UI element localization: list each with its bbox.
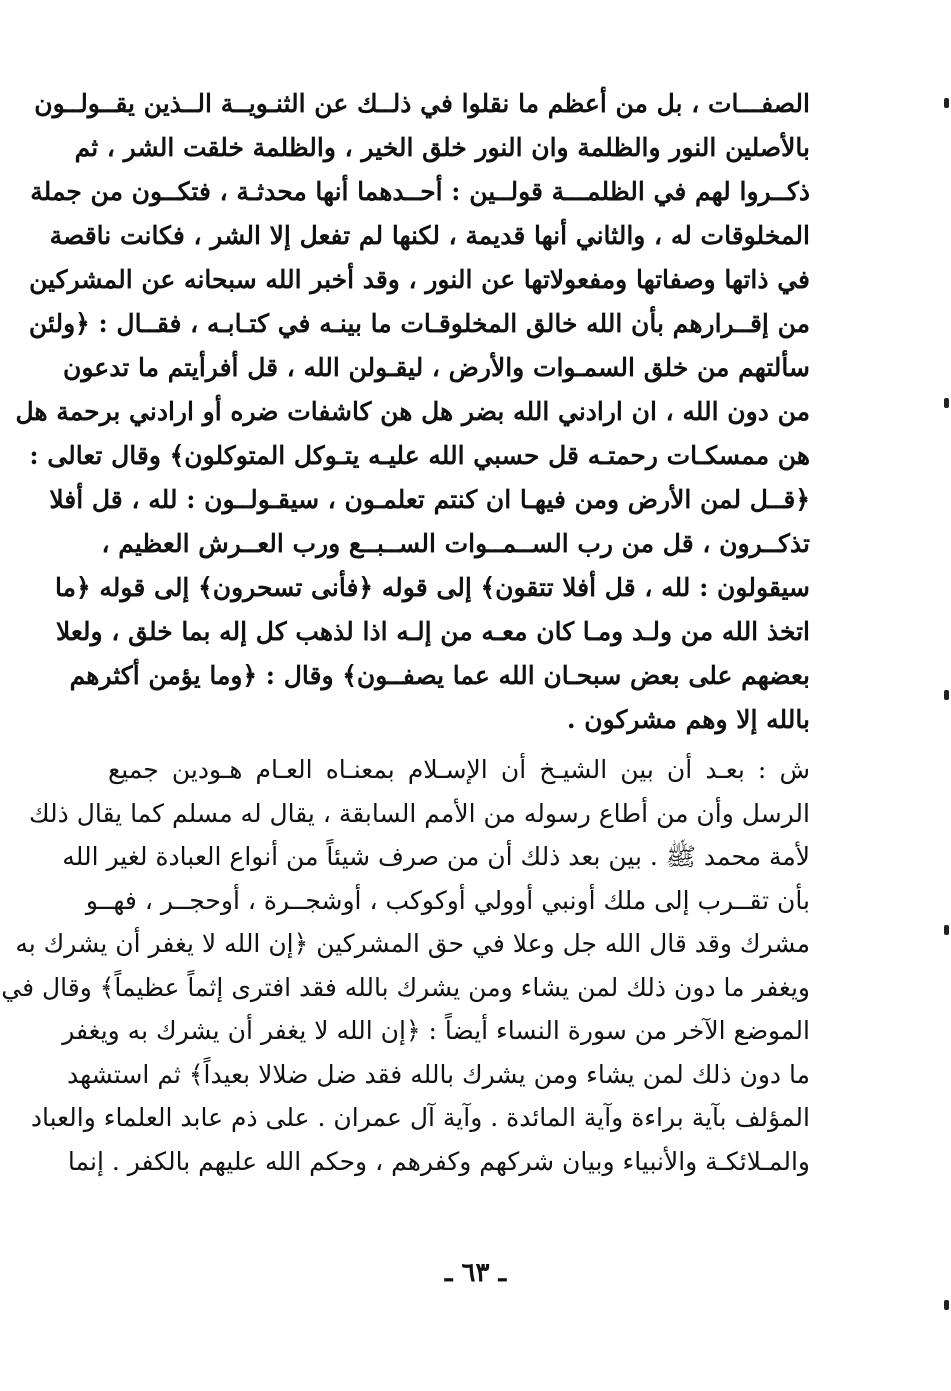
scan-edge-mark xyxy=(944,925,949,935)
main-text-block xyxy=(15,82,810,742)
page-number: ـ ٦٣ ـ xyxy=(444,1258,507,1288)
commentary-line: المؤلف بآية براءة وآية المائدة . وآية آل عمران . على ذم عابد العلماء والعباد xyxy=(30,1103,810,1132)
commentary-line: ش : بعـد أن بين الشيـخ أن الإسـلام بمعنـاه العـام هـودين جميع xyxy=(108,755,810,784)
commentary-line: ما دون ذلك لمن يشاء ومن يشرك بالله فقد ضل ضلالا بعيداً﴾ ثم استشهد xyxy=(66,1059,810,1089)
commentary-line: الرسل وأن من أطاع رسوله من الأمم السابقة ، يقال له مسلم كما يقال ذلك xyxy=(28,798,810,828)
main-text-line: المخلوقات له ، والثاني أنها قديمة ، لكنها لم تفعل إلا الشر ، فكانت ناقصة xyxy=(49,221,810,250)
main-text-line: اتخذ الله من ولـد ومـا كان معـه من إلـه اذا لذهب كل إله بما خلق ، ولعلا xyxy=(55,617,810,646)
main-text-line: ذكــروا لهم في الظلمـــة قولــين : أحــدهما أنها محدثـة ، فتكــون من جملة xyxy=(30,177,810,206)
main-text-line: بالأصلين النور والظلمة وان النور خلق الخير ، والظلمة خلقت الشر ، ثم xyxy=(74,133,810,162)
main-text-line: هن ممسكـات رحمتـه قل حسبي الله عليـه يتـوكل المتوكلون﴾ وقال تعالى : xyxy=(29,441,810,470)
main-text-line: من دون الله ، ان ارادني الله بضر هل هن كاشفات ضره أو ارادني برحمة هل xyxy=(15,397,810,426)
main-text-line: من إقــرارهم بأن الله خالق المخلوقـات ما بينـه في كتـابـه ، فقــال : ﴿ولئن xyxy=(28,309,810,338)
main-text-line: في ذاتها وصفاتها ومفعولاتها عن النور ، وقد أخبر الله سبحانه عن المشركين xyxy=(29,265,810,294)
main-text-line: تذكــرون ، قل من رب الســمــوات الســبــع ورب العــرش العظيم ، xyxy=(101,529,810,558)
main-text-line: بالله إلا وهم مشركون . xyxy=(566,705,810,734)
scan-edge-mark xyxy=(944,398,949,408)
main-text-line: ﴿قــل لمن الأرض ومن فيهـا ان كنتم تعلمـون ، سيقـولــون : لله ، قل أفلا xyxy=(49,485,810,514)
main-text-line: بعضهم على بعض سبحـان الله عما يصفــون﴾ وقال : ﴿وما يؤمن أكثرهم xyxy=(69,661,810,690)
commentary-line: والمـلائكـة والأنبياء وبيان شركهم وكفرهم ، وحكم الله عليهم بالكفر . إنما xyxy=(67,1146,810,1176)
commentary-line: الموضع الآخر من سورة النساء أيضاً : ﴿إن الله لا يغفر أن يشرك به ويغفر xyxy=(62,1016,810,1045)
commentary-block xyxy=(1,748,810,1183)
scan-edge-mark xyxy=(944,690,949,700)
commentary-line: بأن تقــرب إلى ملك أونبي أوولي أوكوكب ، أوشجــرة ، أوحجــر ، فهــو xyxy=(85,885,810,915)
main-text-line: الصفـــات ، بل من أعظم ما نقلوا في ذلــك عن الثنـويــة الــذين يقــولــون xyxy=(34,89,810,118)
commentary-line: ويغفر ما دون ذلك لمن يشاء ومن يشرك بالله فقد افترى إثماً عظيماً﴾ وقال في xyxy=(1,972,810,1002)
scan-edge-mark xyxy=(944,1300,949,1310)
scan-edge-mark xyxy=(944,98,949,108)
main-text-line: سألتهم من خلق السمـوات والأرض ، ليقـولن الله ، قل أفرأيتم ما تدعون xyxy=(63,353,810,382)
commentary-line: لأمة محمد ﷺ . بين بعد ذلك أن من صرف شيئاً من أنواع العبادة لغير الله xyxy=(62,842,810,871)
main-text-line: سيقولون : لله ، قل أفلا تتقون﴾ إلى قوله ﴿فأنى تسحرون﴾ إلى قوله ﴿ما xyxy=(55,573,810,602)
commentary-line: مشرك وقد قال الله جل وعلا في حق المشركين ﴿إن الله لا يغفر أن يشرك به xyxy=(15,929,810,958)
